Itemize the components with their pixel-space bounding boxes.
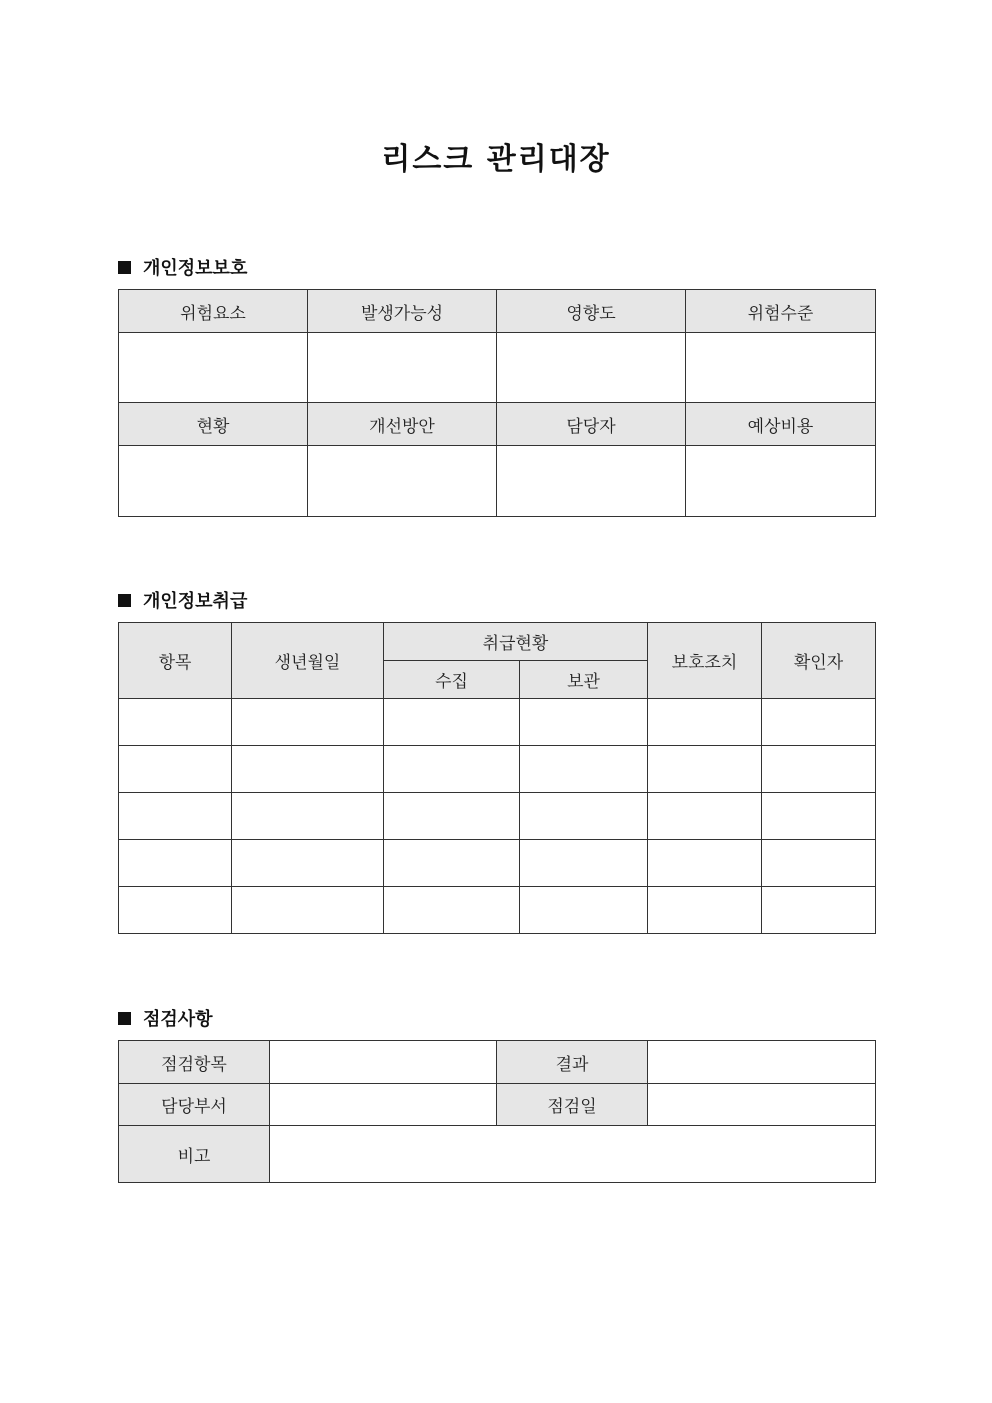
table-cell[interactable] <box>520 793 648 840</box>
value-check-item[interactable] <box>270 1041 497 1084</box>
table-row <box>119 887 876 934</box>
table-cell[interactable] <box>119 793 232 840</box>
value-remarks[interactable] <box>270 1126 876 1183</box>
cell-risk-factor[interactable] <box>119 333 308 403</box>
header-collection: 수집 <box>384 661 520 699</box>
cell-expected-cost[interactable] <box>686 446 876 517</box>
table-cell[interactable] <box>762 699 876 746</box>
header-confirmer: 확인자 <box>762 623 876 699</box>
header-storage: 보관 <box>520 661 648 699</box>
page-title: 리스크 관리대장 <box>381 142 611 177</box>
table-row <box>119 746 876 793</box>
table-row <box>119 699 876 746</box>
header-impact: 영향도 <box>497 290 686 333</box>
cell-improvement-plan[interactable] <box>308 446 497 517</box>
table-cell[interactable] <box>232 699 384 746</box>
header-risk-level: 위험수준 <box>686 290 876 333</box>
table-cell[interactable] <box>384 793 520 840</box>
section-heading-label: 점검사항 <box>143 1009 213 1030</box>
table-cell[interactable] <box>762 887 876 934</box>
table-cell[interactable] <box>232 887 384 934</box>
value-department[interactable] <box>270 1084 497 1126</box>
section-heading-inspection <box>118 1005 213 1031</box>
table-cell[interactable] <box>119 887 232 934</box>
header-protection-measures: 보호조치 <box>648 623 762 699</box>
table-row <box>119 793 876 840</box>
table-cell[interactable] <box>384 840 520 887</box>
table-cell[interactable] <box>648 746 762 793</box>
table-cell[interactable] <box>119 699 232 746</box>
section-heading-label: 개인정보보호 <box>143 258 248 279</box>
header-expected-cost: 예상비용 <box>686 403 876 446</box>
header-person-in-charge: 담당자 <box>497 403 686 446</box>
header-handling-status: 취급현황 <box>384 623 648 661</box>
section-heading-privacy-protection <box>118 254 247 280</box>
inspection-table <box>118 1040 876 1183</box>
cell-person-in-charge[interactable] <box>497 446 686 517</box>
label-check-date: 점검일 <box>497 1084 648 1126</box>
cell-likelihood[interactable] <box>308 333 497 403</box>
privacy-handling-table <box>118 622 876 934</box>
cell-risk-level[interactable] <box>686 333 876 403</box>
label-check-item: 점검항목 <box>119 1041 270 1084</box>
square-bullet-icon <box>118 594 131 607</box>
table-row <box>119 840 876 887</box>
table-cell[interactable] <box>762 793 876 840</box>
header-likelihood: 발생가능성 <box>308 290 497 333</box>
label-department: 담당부서 <box>119 1084 270 1126</box>
table-cell[interactable] <box>520 840 648 887</box>
privacy-protection-table <box>118 289 876 517</box>
value-check-date[interactable] <box>648 1084 876 1126</box>
square-bullet-icon <box>118 261 131 274</box>
table-cell[interactable] <box>648 793 762 840</box>
table-cell[interactable] <box>232 840 384 887</box>
label-result: 결과 <box>497 1041 648 1084</box>
header-birthdate: 생년월일 <box>232 623 384 699</box>
table-cell[interactable] <box>384 887 520 934</box>
section-heading-privacy-handling <box>118 587 247 613</box>
table-cell[interactable] <box>520 746 648 793</box>
table-cell[interactable] <box>232 793 384 840</box>
value-result[interactable] <box>648 1041 876 1084</box>
section-heading-label: 개인정보취급 <box>143 591 248 612</box>
table-cell[interactable] <box>119 840 232 887</box>
table-cell[interactable] <box>384 746 520 793</box>
table-cell[interactable] <box>119 746 232 793</box>
header-risk-factor: 위험요소 <box>119 290 308 333</box>
cell-impact[interactable] <box>497 333 686 403</box>
table-cell[interactable] <box>648 840 762 887</box>
square-bullet-icon <box>118 1012 131 1025</box>
table-cell[interactable] <box>520 699 648 746</box>
table-cell[interactable] <box>648 887 762 934</box>
table-cell[interactable] <box>648 699 762 746</box>
table-cell[interactable] <box>762 840 876 887</box>
table-cell[interactable] <box>384 699 520 746</box>
header-improvement-plan: 개선방안 <box>308 403 497 446</box>
table-cell[interactable] <box>232 746 384 793</box>
header-item: 항목 <box>119 623 232 699</box>
label-remarks: 비고 <box>119 1126 270 1183</box>
cell-status[interactable] <box>119 446 308 517</box>
header-status: 현황 <box>119 403 308 446</box>
table-cell[interactable] <box>520 887 648 934</box>
table-cell[interactable] <box>762 746 876 793</box>
